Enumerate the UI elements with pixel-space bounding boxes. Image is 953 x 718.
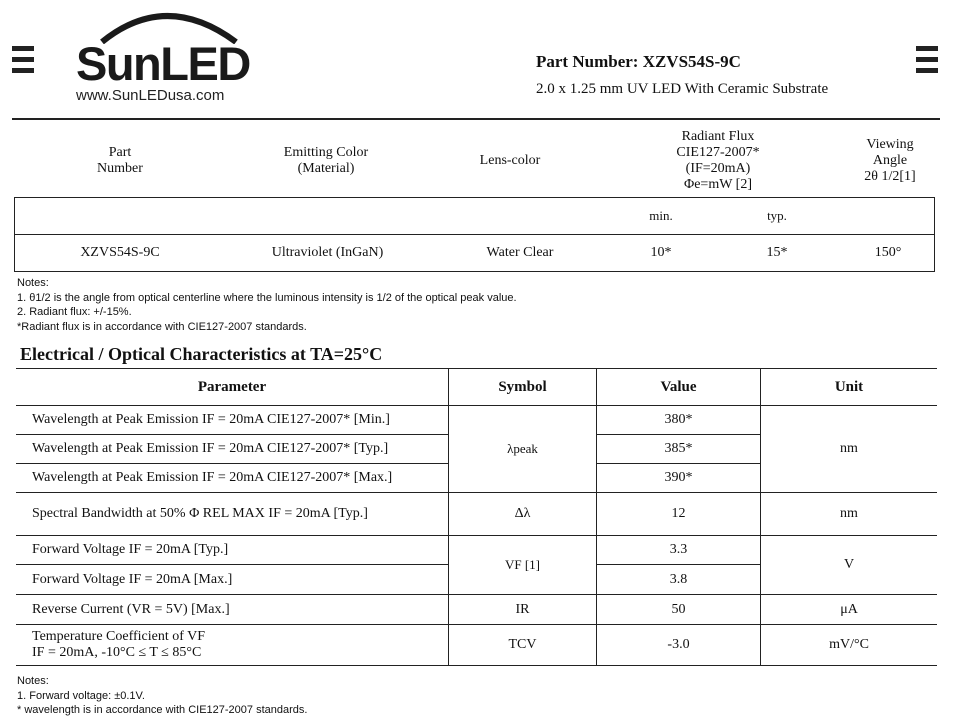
notes-block-1: Notes: 1. θ1/2 is the angle from optical centerline where the luminous intensity is 1/2 of the optical peak value. 2. Radiant flux: +/-15%. *Radiant flux is in accordance with CIE127-2007 standards. [17,277,517,333]
cell-param: Reverse Current (VR = 5V) [Max.] [16,595,449,625]
col-header-radiant-flux: Radiant Flux CIE127-2007* (IF=20mA) Φe=mW [2] [676,129,760,192]
col-header-lens-color: Lens-color [479,153,541,168]
part-description: 2.0 x 1.25 mm UV LED With Ceramic Substrate [536,81,829,97]
cell-symbol: Δλ [449,493,597,536]
header-unit: Unit [761,369,938,406]
cell-param: Forward Voltage IF = 20mA [Max.] [16,565,449,595]
cell-value: 385* [597,435,761,464]
cell-lens: Water Clear [486,245,554,260]
cell-symbol-wavelength: λpeak [449,406,597,493]
header-value: Value [597,369,761,406]
cell-value: 50 [597,595,761,625]
cell-param: Spectral Bandwidth at 50% Φ REL MAX IF = 20mA [Typ.] [16,493,449,536]
table-row [16,493,937,536]
table-row [16,536,937,565]
table-row [16,595,937,625]
cell-value: 3.8 [597,565,761,595]
cell-value: 390* [597,464,761,493]
cell-value: 12 [597,493,761,536]
cell-symbol: TCV [449,625,597,666]
header-divider [12,118,940,120]
cell-unit: nm [761,493,938,536]
left-bars-decoration [12,46,34,79]
cell-value: -3.0 [597,625,761,666]
cell-value: 3.3 [597,536,761,565]
cell-param: Wavelength at Peak Emission IF = 20mA CIE127-2007* [Typ.] [16,435,449,464]
cell-symbol-voltage: VF [1] [449,536,597,595]
cell-unit-voltage: V [761,536,938,595]
cell-unit: μA [761,595,938,625]
col-header-viewing-angle: Viewing Angle 2θ 1/2[1] [864,137,916,184]
cell-param: Wavelength at Peak Emission IF = 20mA CIE127-2007* [Max.] [16,464,449,493]
characteristics-table [16,368,937,666]
col-header-part-number: Part Number [97,145,143,176]
cell-param: Temperature Coefficient of VF IF = 20mA, -10°C ≤ T ≤ 85°C [16,625,449,666]
header-parameter: Parameter [16,369,449,406]
cell-flux-typ: 15* [766,245,788,260]
right-bars-decoration [916,46,938,79]
cell-flux-min: 10* [650,245,672,260]
cell-symbol: IR [449,595,597,625]
table-row [15,235,935,272]
logo: SunLED [76,37,250,90]
flux-typ-label: typ. [767,208,787,223]
notes-block-2: Notes: 1. Forward voltage: ±0.1V. * wavelength is in accordance with CIE127-2007 standards. [17,675,308,716]
table-row [16,625,937,666]
part-number-title: Part Number: XZVS54S-9C [536,52,741,71]
flux-min-label: min. [649,208,673,223]
cell-param: Forward Voltage IF = 20mA [Typ.] [16,536,449,565]
cell-angle: 150° [874,245,902,260]
company-url: www.SunLEDusa.com [76,87,225,104]
cell-color: Ultraviolet (InGaN) [271,245,384,260]
cell-value: 380* [597,406,761,435]
product-table [14,197,935,272]
header-symbol: Symbol [449,369,597,406]
cell-unit-wavelength: nm [761,406,938,493]
cell-unit: mV/°C [761,625,938,666]
table-row [16,406,937,435]
col-header-emitting-color: Emitting Color (Material) [283,145,369,176]
cell-part: XZVS54S-9C [80,245,160,260]
cell-param: Wavelength at Peak Emission IF = 20mA CIE127-2007* [Min.] [16,406,449,435]
section-title: Electrical / Optical Characteristics at TA=25°C [20,344,383,364]
